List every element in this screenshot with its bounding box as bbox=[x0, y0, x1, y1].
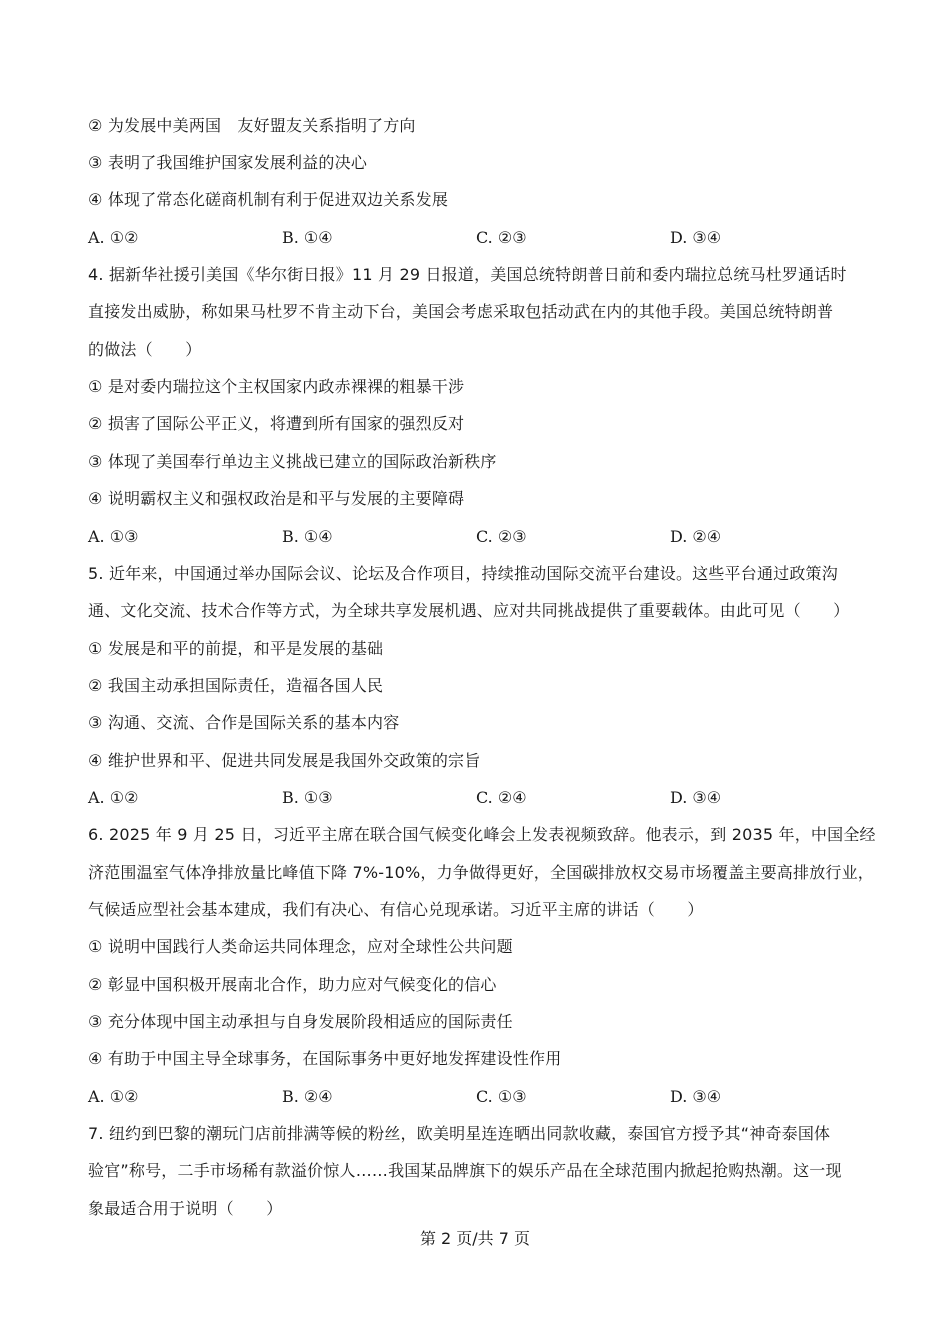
q4-option-a: A. ①③ bbox=[88, 527, 139, 546]
q7-stem-line-1: 7. 纽约到巴黎的潮玩门店前排满等候的粉丝，欧美明星连连晒出同款收藏，泰国官方授予其“神奇泰国体 bbox=[88, 1124, 831, 1143]
q6-item-4: ④ 有助于中国主导全球事务，在国际事务中更好地发挥建设性作用 bbox=[88, 1049, 562, 1068]
q4-item-3: ③ 体现了美国奉行单边主义挑战已建立的国际政治新秩序 bbox=[88, 452, 497, 471]
q4-stem-line-1: 4. 据新华社援引美国《华尔街日报》11 月 29 日报道，美国总统特朗普日前和委内瑞拉总统马杜罗通话时 bbox=[88, 265, 847, 284]
page-footer: 第 2 页/共 7 页 bbox=[419, 1229, 531, 1248]
q4-item-1: ① 是对委内瑞拉这个主权国家内政赤裸裸的粗暴干涉 bbox=[88, 377, 465, 396]
q3-item-3: ③ 表明了我国维护国家发展利益的决心 bbox=[88, 153, 368, 172]
q4-option-d: D. ②④ bbox=[670, 527, 722, 546]
q5-option-b: B. ①③ bbox=[282, 788, 333, 807]
q6-option-a: A. ①② bbox=[88, 1087, 139, 1106]
q5-stem-line-1: 5. 近年来，中国通过举办国际会议、论坛及合作项目，持续推动国际交流平台建设。这些平台通过政策沟 bbox=[88, 564, 838, 583]
q7-stem-line-3: 象最适合用于说明（ ） bbox=[88, 1199, 283, 1218]
q6-options bbox=[88, 1086, 888, 1108]
q6-item-1: ① 说明中国践行人类命运共同体理念，应对全球性公共问题 bbox=[88, 937, 513, 956]
q5-item-4: ④ 维护世界和平、促进共同发展是我国外交政策的宗旨 bbox=[88, 751, 481, 770]
q6-option-c: C. ①③ bbox=[476, 1087, 527, 1106]
q4-option-c: C. ②③ bbox=[476, 527, 527, 546]
q4-item-2: ② 损害了国际公平正义，将遭到所有国家的强烈反对 bbox=[88, 414, 465, 433]
q4-item-4: ④ 说明霸权主义和强权政治是和平与发展的主要障碍 bbox=[88, 489, 465, 508]
q3-option-a: A. ①② bbox=[88, 228, 139, 247]
q6-item-3: ③ 充分体现中国主动承担与自身发展阶段相适应的国际责任 bbox=[88, 1012, 513, 1031]
q4-stem-line-3: 的做法（ ） bbox=[88, 340, 202, 359]
q6-stem-line-2: 济范围温室气体净排放量比峰值下降 7%-10%，力争做得更好，全国碳排放权交易市场覆盖主要高排放行业， bbox=[88, 863, 875, 882]
q6-stem-line-3: 气候适应型社会基本建成，我们有决心、有信心兑现承诺。习近平主席的讲话（ ） bbox=[88, 900, 704, 919]
q3-item-2: ② 为发展中美两国 友好盟友关系指明了方向 bbox=[88, 116, 416, 135]
q3-options bbox=[88, 227, 888, 249]
q5-stem-line-2: 通、文化交流、技术合作等方式，为全球共享发展机遇、应对共同挑战提供了重要载体。由此可见（ ） bbox=[88, 601, 850, 620]
q6-option-d: D. ③④ bbox=[670, 1087, 722, 1106]
q4-stem-line-2: 直接发出威胁，称如果马杜罗不肯主动下台，美国会考虑采取包括动武在内的其他手段。美国总统特朗普 bbox=[88, 302, 834, 321]
q6-stem-line-1: 6. 2025 年 9 月 25 日，习近平主席在联合国气候变化峰会上发表视频致辞。他表示，到 2035 年，中国全经 bbox=[88, 825, 876, 844]
q7-stem-line-2: 验官”称号，二手市场稀有款溢价惊人……我国某品牌旗下的娱乐产品在全球范围内掀起抢购热潮。这一现 bbox=[88, 1161, 842, 1180]
q5-option-d: D. ③④ bbox=[670, 788, 722, 807]
q6-item-2: ② 彰显中国积极开展南北合作，助力应对气候变化的信心 bbox=[88, 975, 497, 994]
q5-item-1: ① 发展是和平的前提，和平是发展的基础 bbox=[88, 639, 384, 658]
q3-item-4: ④ 体现了常态化磋商机制有利于促进双边关系发展 bbox=[88, 190, 449, 209]
q3-option-b: B. ①④ bbox=[282, 228, 333, 247]
q5-options bbox=[88, 787, 888, 809]
q5-item-2: ② 我国主动承担国际责任，造福各国人民 bbox=[88, 676, 384, 695]
q4-option-b: B. ①④ bbox=[282, 527, 333, 546]
q5-option-a: A. ①② bbox=[88, 788, 139, 807]
q5-option-c: C. ②④ bbox=[476, 788, 527, 807]
q4-options bbox=[88, 526, 888, 548]
q3-option-c: C. ②③ bbox=[476, 228, 527, 247]
q6-option-b: B. ②④ bbox=[282, 1087, 333, 1106]
q5-item-3: ③ 沟通、交流、合作是国际关系的基本内容 bbox=[88, 713, 400, 732]
q3-option-d: D. ③④ bbox=[670, 228, 722, 247]
